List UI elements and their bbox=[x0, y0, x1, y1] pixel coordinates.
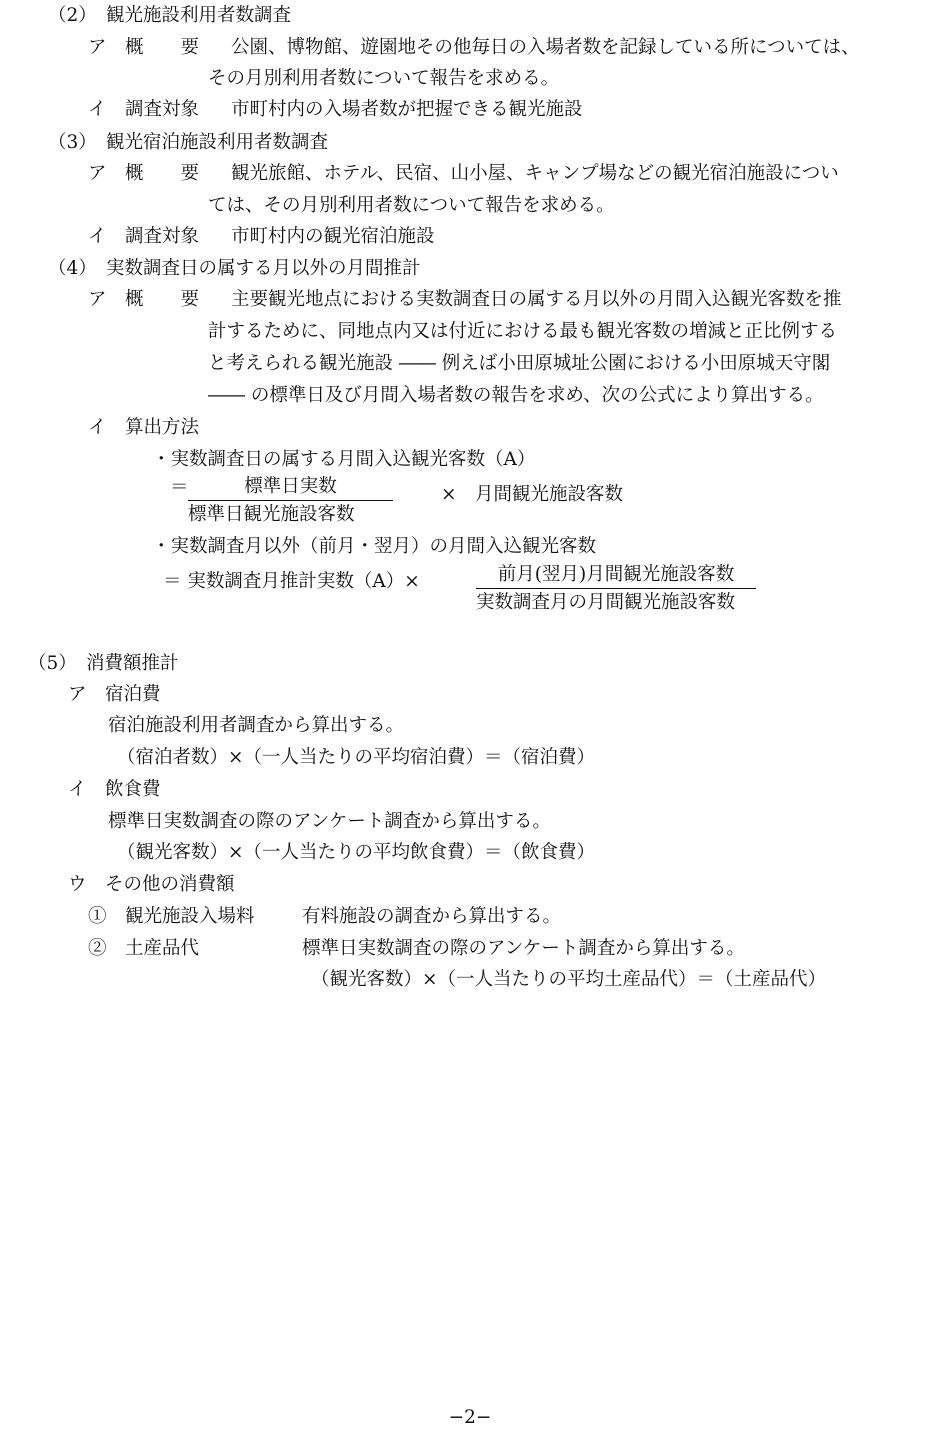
section-5-c2-label: ② 土産品代 bbox=[88, 938, 200, 959]
section-5-b-text: 標準日実数調査の際のアンケート調査から算出する。 bbox=[108, 811, 551, 832]
section-5-c-label: ウ その他の消費額 bbox=[68, 874, 235, 895]
section-4-heading: （4） 実数調査日の属する月以外の月間推計 bbox=[48, 258, 421, 279]
section-3-a-label: ア 概 要 bbox=[88, 163, 200, 184]
section-4-a-label: ア 概 要 bbox=[88, 289, 200, 310]
section-3-a-text-line2: ては、その月別利用者数について報告を求める。 bbox=[208, 195, 615, 216]
section-5-a-text: 宿泊施設利用者調査から算出する。 bbox=[108, 715, 405, 736]
formula-1-denominator: 標準日観光施設客数 bbox=[188, 504, 355, 525]
formula-1-equals: ＝ bbox=[170, 477, 189, 498]
formula-2-lhs: ＝ 実数調査月推計実数（A）× bbox=[163, 571, 420, 592]
section-2-b-label: イ 調査対象 bbox=[88, 99, 200, 120]
page-number: −2− bbox=[448, 1407, 492, 1428]
formula-2-title: ・実数調査月以外（前月・翌月）の月間入込観光客数 bbox=[152, 536, 597, 557]
section-2-heading: （2） 観光施設利用者数調査 bbox=[48, 5, 292, 26]
section-5-a-formula: （宿泊者数）×（一人当たりの平均宿泊費）＝（宿泊費） bbox=[117, 747, 596, 768]
section-2-b-text: 市町村内の入場者数が把握できる観光施設 bbox=[231, 99, 583, 120]
section-5-b-label: イ 飲食費 bbox=[68, 779, 161, 800]
section-4-b-label: イ 算出方法 bbox=[88, 417, 200, 438]
section-2-a-text-line2: その月別利用者数について報告を求める。 bbox=[208, 68, 560, 89]
section-3-heading: （3） 観光宿泊施設利用者数調査 bbox=[48, 132, 329, 153]
section-5-a-label: ア 宿泊費 bbox=[68, 684, 161, 705]
section-2-a-text-line1: 公園、博物館、遊園地その他毎日の入場者数を記録している所については、 bbox=[231, 37, 860, 58]
section-5-c2-formula: （観光客数）×（一人当たりの平均土産品代）＝（土産品代） bbox=[311, 969, 827, 990]
section-5-c2-text: 標準日実数調査の際のアンケート調査から算出する。 bbox=[302, 938, 745, 959]
section-4-a-text-line1: 主要観光地点における実数調査日の属する月以外の月間入込観光客数を推 bbox=[231, 289, 842, 310]
formula-1-multiplier: × 月間観光施設客数 bbox=[441, 484, 624, 505]
formula-2-denominator: 実数調査月の月間観光施設客数 bbox=[476, 592, 736, 613]
section-3-b-label: イ 調査対象 bbox=[88, 226, 200, 247]
section-5-b-formula: （観光客数）×（一人当たりの平均飲食費）＝（飲食費） bbox=[117, 842, 596, 863]
section-5-heading: （5） 消費額推計 bbox=[28, 653, 179, 674]
section-5-c1-label: ① 観光施設入場料 bbox=[88, 906, 255, 927]
formula-1-title: ・実数調査日の属する月間入込観光客数（A） bbox=[152, 449, 536, 470]
section-4-a-text-line3: と考えられる観光施設 ―― 例えば小田原城址公園における小田原城天守閣 bbox=[208, 353, 831, 374]
section-4-a-text-line2: 計するために、同地点内又は付近における最も観光客数の増減と正比例する bbox=[208, 321, 838, 342]
section-5-c1-text: 有料施設の調査から算出する。 bbox=[302, 906, 562, 927]
section-3-a-text-line1: 観光旅館、ホテル、民宿、山小屋、キャンプ場などの観光宿泊施設につい bbox=[231, 163, 839, 184]
formula-1-numerator: 標準日実数 bbox=[188, 478, 393, 501]
section-2-a-label: ア 概 要 bbox=[88, 37, 200, 58]
section-4-a-text-line4: ―― の標準日及び月間入場者数の報告を求め、次の公式により算出する。 bbox=[208, 385, 824, 406]
section-3-b-text: 市町村内の観光宿泊施設 bbox=[231, 226, 435, 247]
formula-2-numerator: 前月(翌月)月間観光施設客数 bbox=[476, 566, 756, 589]
